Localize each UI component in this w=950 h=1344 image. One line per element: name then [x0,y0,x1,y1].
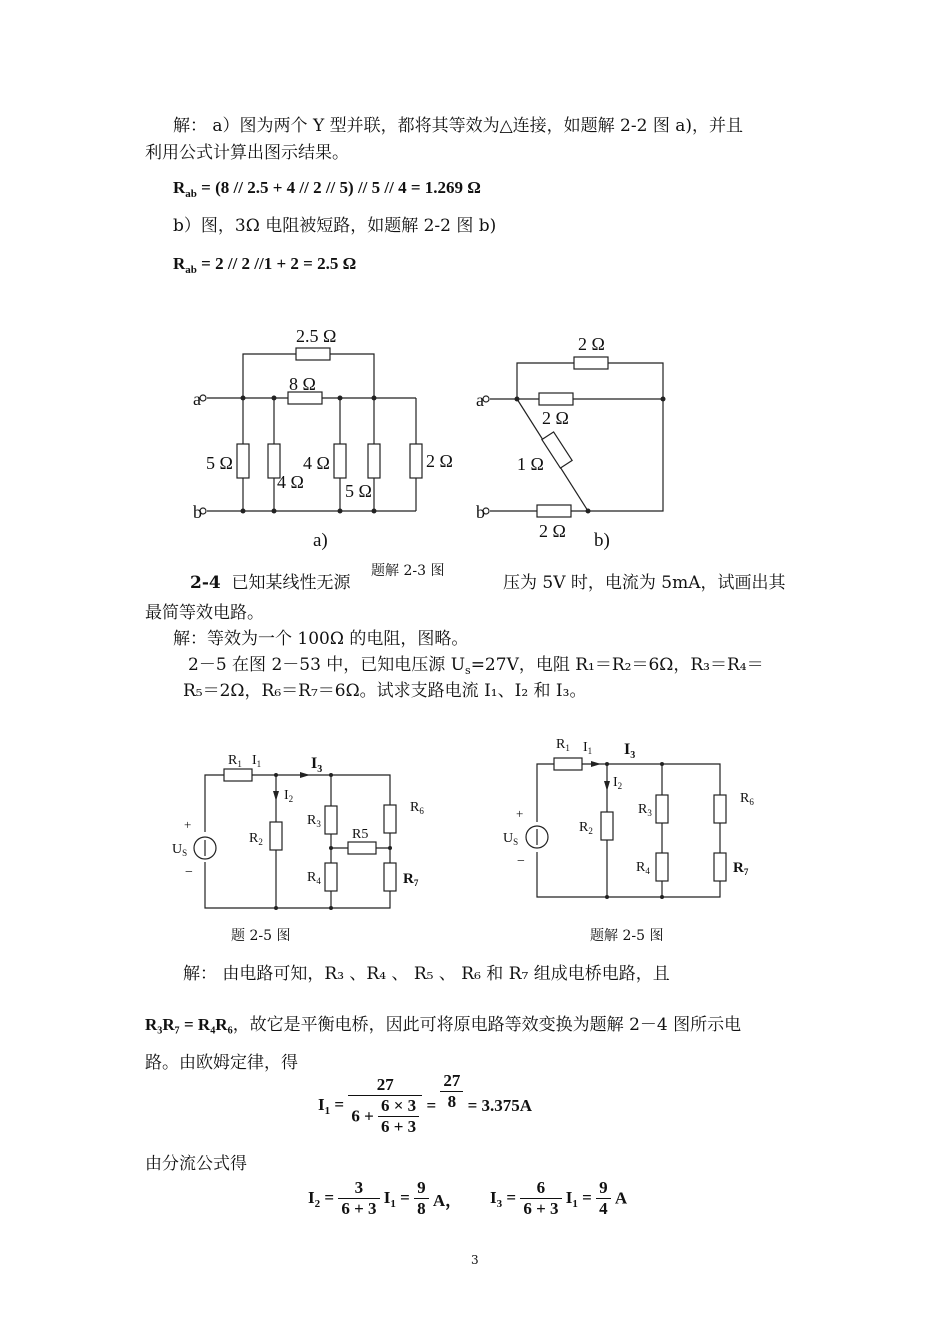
label-4-ohm-a: 4 Ω [303,453,330,473]
equation-rab-b: $R_{ab} = 2 // 2$ //1 + 2 = 2.5 Ω [173,254,357,276]
label-s-plus: + [516,806,524,821]
label-s-I1: $I_1$ [583,740,593,756]
flow-label: 由分流公式得 [145,1154,247,1174]
sol25-line3: 路。由欧姆定律，得 [145,1053,298,1073]
caption-b: b) [594,530,610,551]
page-number: 3 [471,1253,479,1267]
label-b-top: 2 Ω [578,334,605,354]
sol25-line1: 解： 由电路可知，R₃ 、R₄ 、 R₅ 、 R₆ 和 R₇ 组成电桥电路，且 [183,964,670,984]
para24-solution: 解：等效为一个 100Ω 的电阻，图略。 [173,629,469,649]
label-s-R3: $R_3$ [638,802,652,818]
label-R5: R5 [352,827,369,842]
equation-i1: $I_1$ = 27 6 + $\frac{6 \times 3}{6 + 3}$ = $\frac{27}{8}$ = 3.375A [318,1070,533,1136]
node-b-a: a [476,390,484,410]
circuit-b [483,357,663,517]
label-s-R4: $R_4$ [636,860,650,876]
label-5-ohm: 5 Ω [206,453,233,473]
label-4-ohm-b: 4 Ω [277,472,304,492]
label-plus: + [184,817,192,832]
node-b-b: b [476,502,485,522]
label-s-I2: $I_2$ [613,775,623,791]
para24-line1: 2-4 已知某线性无源 [190,573,351,593]
fig25-left-caption: 题 2-5 图 [231,928,291,944]
label-8-ohm: 8 Ω [289,374,316,394]
para24-line1-b: 压为 5V 时，电流为 5mA，试画出其 [503,573,786,593]
para-b: b）图，3Ω 电阻被短路，如题解 2-2 图 b) [173,216,497,236]
label-R6: $R_6$ [410,800,424,816]
caption-a: a) [313,530,328,551]
label-R2: $R_2$ [249,831,263,847]
node-a: a [193,389,201,409]
para25-line1: 2－5 在图 2－53 中，已知电压源 $U_s=27V$，电阻 R₁＝R₂＝6Ω，R₃＝R₄＝ [188,655,764,677]
label-s-R2: $R_2$ [579,820,593,836]
label-2-5-ohm: 2.5 Ω [296,326,337,346]
label-I1: $I_1$ [252,753,262,769]
circuit-a [200,348,422,514]
para25-line2: R₅＝2Ω，R₆＝R₇＝6Ω。试求支路电流 I₁、I₂ 和 I₃。 [183,681,587,701]
label-s-Us: $U_S$ [503,831,519,847]
label-s-I3: $I_3$ [624,741,636,761]
label-b-mid: 2 Ω [542,408,569,428]
equation-i3: $I_3$ = $\frac{6}{6 + 3}$ $I_1$ = $\frac{9}{4}$ A [490,1178,628,1218]
label-s-minus: − [517,854,525,869]
circuit-2-5-solution [526,758,726,897]
label-2-ohm: 2 Ω [426,451,453,471]
label-I3: $I_3$ [311,755,323,775]
label-b-diag: 1 Ω [517,454,544,474]
label-5-ohm-b: 5 Ω [345,481,372,501]
node-b: b [193,502,202,522]
label-s-R6: $R_6$ [740,791,754,807]
equation-rab-a: $R_{ab} = (8 // 2.5 + 4 // 2 // 5) // 5 // 4 = 1.269$ Ω [173,178,481,200]
sol25-line2: R₃R₇ = R₄R₆，故它是平衡电桥，因此可将原电路等效变换为题解 2－4 图所示电 [145,1015,742,1035]
equation-i2: $I_2$ = $\frac{3}{6 + 3}$ $I_1$ = $\frac{9}{8}$ A， [308,1178,463,1218]
para24-line2: 最简等效电路。 [145,603,264,623]
label-s-R7: $R_7$ [733,860,749,877]
label-s-R1: $R_1$ [556,737,570,753]
para1-line1: 解： a）图为两个 Y 型并联，都将其等效为△连接，如题解 2-2 图 a)，并且 [173,116,743,136]
fig25-right-caption: 题解 2-5 图 [590,928,664,944]
label-R4: $R_4$ [307,870,321,886]
label-R3: $R_3$ [307,813,321,829]
label-Us: $U_S$ [172,842,188,858]
label-I2: $I_2$ [284,788,294,804]
label-minus: − [185,865,193,880]
label-R1: $R_1$ [228,753,242,769]
fig23-caption: 题解 2-3 图 [371,563,445,579]
para1-line2: 利用公式计算出图示结果。 [145,143,349,163]
label-b-bottom: 2 Ω [539,521,566,541]
label-R7: $R_7$ [403,871,419,888]
